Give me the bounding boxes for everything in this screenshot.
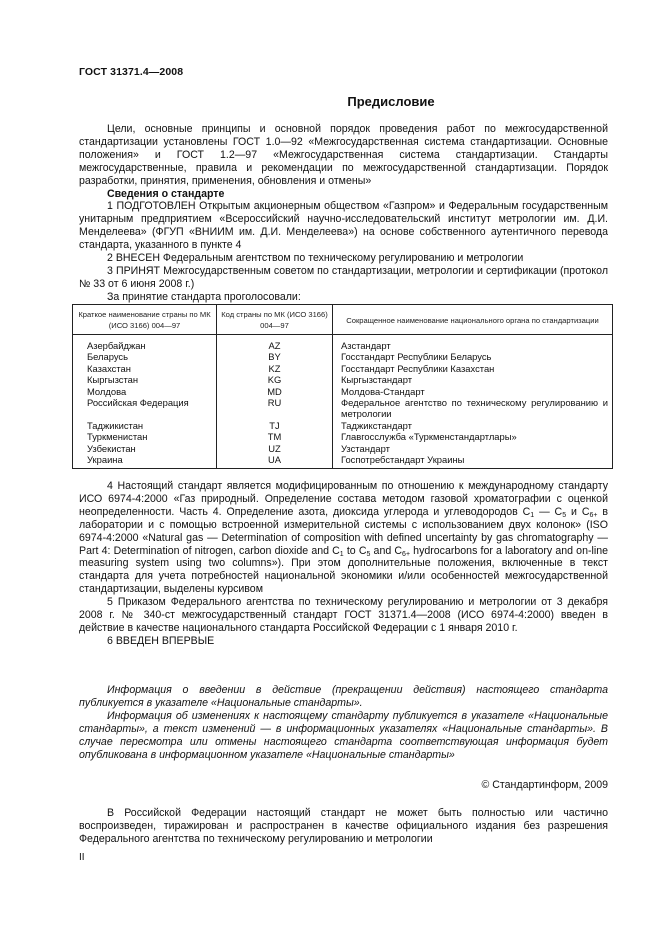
about-item-2: 2 ВНЕСЕН Федеральным агентством по техническому регулированию и метрологии bbox=[107, 252, 524, 265]
body-cell: Азстандарт bbox=[333, 335, 613, 352]
country-cell: Молдова bbox=[73, 386, 217, 397]
votes-table bbox=[72, 304, 613, 469]
table-row bbox=[73, 374, 613, 385]
code-cell: BY bbox=[217, 351, 333, 362]
about-item-5: 5 Приказом Федерального агентства по техническому регулированию и метрологии от 3 декабря 2008 г. № 340-ст межгосударственный стандарт ГОСТ 31371.4—2008 (ИСО 6974-4:2000) введен в действие в качестве национального стандарта Российской Федерации с 1 января 2010 г. bbox=[79, 596, 608, 634]
country-cell: Узбекистан bbox=[73, 443, 217, 454]
table-row bbox=[73, 363, 613, 374]
table-row bbox=[73, 454, 613, 469]
code-cell: TM bbox=[217, 431, 333, 442]
code-cell: UZ bbox=[217, 443, 333, 454]
about-item-6: 6 ВВЕДЕН ВПЕРВЫЕ bbox=[107, 634, 215, 647]
votes-intro: За принятие стандарта проголосовали: bbox=[107, 290, 301, 303]
info-paragraph-1: Информация о введении в действие (прекращении действия) настоящего стандарта публикуется в указателе «Национальные стандарты». bbox=[79, 684, 608, 709]
code-cell: AZ bbox=[217, 335, 333, 352]
about-item-1: 1 ПОДГОТОВЛЕН Открытым акционерным обществом «Газпром» и Федеральным государственным унитарным предприятием «Всероссийский научно-исследовательский институт метрологии им. Д.И. Менделеева» (ФГУП «ВНИИМ им. Д.И. Менделеева») на основе собственного аутентичного перевода стандарта, указанного в пункте 4 bbox=[79, 200, 608, 252]
country-cell: Кыргызстан bbox=[73, 374, 217, 385]
table-row bbox=[73, 443, 613, 454]
body-cell: Госпотребстандарт Украины bbox=[333, 454, 613, 469]
rights-section bbox=[79, 807, 608, 846]
body-cell: Госстандарт Республики Беларусь bbox=[333, 351, 613, 362]
table-header-row bbox=[73, 305, 613, 335]
code-cell: MD bbox=[217, 386, 333, 397]
page-title: Предисловие bbox=[347, 94, 435, 109]
header-body: Сокращенное наименование национального органа по стандартизации bbox=[333, 305, 613, 335]
country-cell: Украина bbox=[73, 454, 217, 469]
intro-section bbox=[79, 123, 608, 304]
body-cell: Таджикстандарт bbox=[333, 420, 613, 431]
table-row bbox=[73, 335, 613, 352]
code-cell: UA bbox=[217, 454, 333, 469]
about-item-4: 4 Настоящий стандарт является модифицированным по отношению к международному стандарту ИСО 6974-4:2000 «Газ природный. Определение состава методом газовой хроматографии с оценкой неопределенности. Часть 4. Определение азота, диоксида углерода и углеводородов $С_1$ — $С_5$ и $С_{6+}$ в лаборатории и с помощью встроенной измерительной системы с использованием двух колонок» (ISO 6974-4:2000 «Natural gas — Determination of composition with defined uncertainty by gas chromatography — Part 4: Determination of nitrogen, carbon dioxide and $C_1$ to $C_5$ and $C_{6+}$ hydrocarbons for a laboratory and on-line measuring system using two columns»). При этом дополнительные положения, включенные в текст стандарта для учета потребностей национальной экономики и/или особенностей межгосударственной стандартизации, выделены курсивом bbox=[79, 480, 608, 596]
country-cell: Беларусь bbox=[73, 351, 217, 362]
body-cell: Кыргызстандарт bbox=[333, 374, 613, 385]
body-cell: Узстандарт bbox=[333, 443, 613, 454]
table-row bbox=[73, 351, 613, 362]
table-row bbox=[73, 420, 613, 431]
intro-paragraph: Цели, основные принципы и основной порядок проведения работ по межгосударственной стандартизации установлены ГОСТ 1.0—92 «Межгосударственная система стандартизации. Основные положения» и ГОСТ 1.2—97 «Межгосударственная система стандартизации. Стандарты межгосударственные, правила и рекомендации по межгосударственной стандартизации. Порядок разработки, принятия, применения, обновления и отмены» bbox=[79, 123, 608, 187]
items-section bbox=[79, 480, 608, 648]
country-cell: Казахстан bbox=[73, 363, 217, 374]
code-cell: TJ bbox=[217, 420, 333, 431]
body-cell: Госстандарт Республики Казахстан bbox=[333, 363, 613, 374]
about-heading: Сведения о стандарте bbox=[107, 187, 225, 200]
body-cell: Молдова-Стандарт bbox=[333, 386, 613, 397]
country-cell: Туркменистан bbox=[73, 431, 217, 442]
header-code: Код страны по МК (ИСО 3166) 004—97 bbox=[217, 305, 333, 335]
code-cell: KG bbox=[217, 374, 333, 385]
country-cell: Таджикистан bbox=[73, 420, 217, 431]
country-cell: Российская Федерация bbox=[73, 397, 217, 420]
about-item-3: 3 ПРИНЯТ Межгосударственным советом по стандартизации, метрологии и сертификации (протокол № 33 от 6 июня 2008 г.) bbox=[79, 264, 608, 290]
info-section bbox=[79, 684, 608, 761]
table-row bbox=[73, 397, 613, 420]
body-cell: Главгосслужба «Туркменстандартлары» bbox=[333, 431, 613, 442]
page-number: II bbox=[79, 852, 85, 863]
document-code-header: ГОСТ 31371.4—2008 bbox=[79, 66, 184, 78]
info-paragraph-2: Информация об изменениях к настоящему стандарту публикуется в указателе «Национальные стандарты», а текст изменений — в информационных указателях «Национальные стандарты». В случае пересмотра или отмены настоящего стандарта соответствующая информация будет опубликована в информационном указателе «Национальные стандарты» bbox=[79, 709, 608, 761]
copyright-line: © Стандартинформ, 2009 bbox=[481, 779, 608, 791]
table-row bbox=[73, 386, 613, 397]
code-cell: RU bbox=[217, 397, 333, 420]
header-country: Краткое наименование страны по МК (ИСО 3166) 004—97 bbox=[73, 305, 217, 335]
table-row bbox=[73, 431, 613, 442]
body-cell: Федеральное агентство по техническому регулированию и метрологии bbox=[333, 397, 613, 420]
rights-paragraph: В Российской Федерации настоящий стандарт не может быть полностью или частично воспроизведен, тиражирован и распространен в качестве официального издания без разрешения Федерального агентства по техническому регулированию и метрологии bbox=[79, 807, 608, 845]
country-cell: Азербайджан bbox=[73, 335, 217, 352]
code-cell: KZ bbox=[217, 363, 333, 374]
